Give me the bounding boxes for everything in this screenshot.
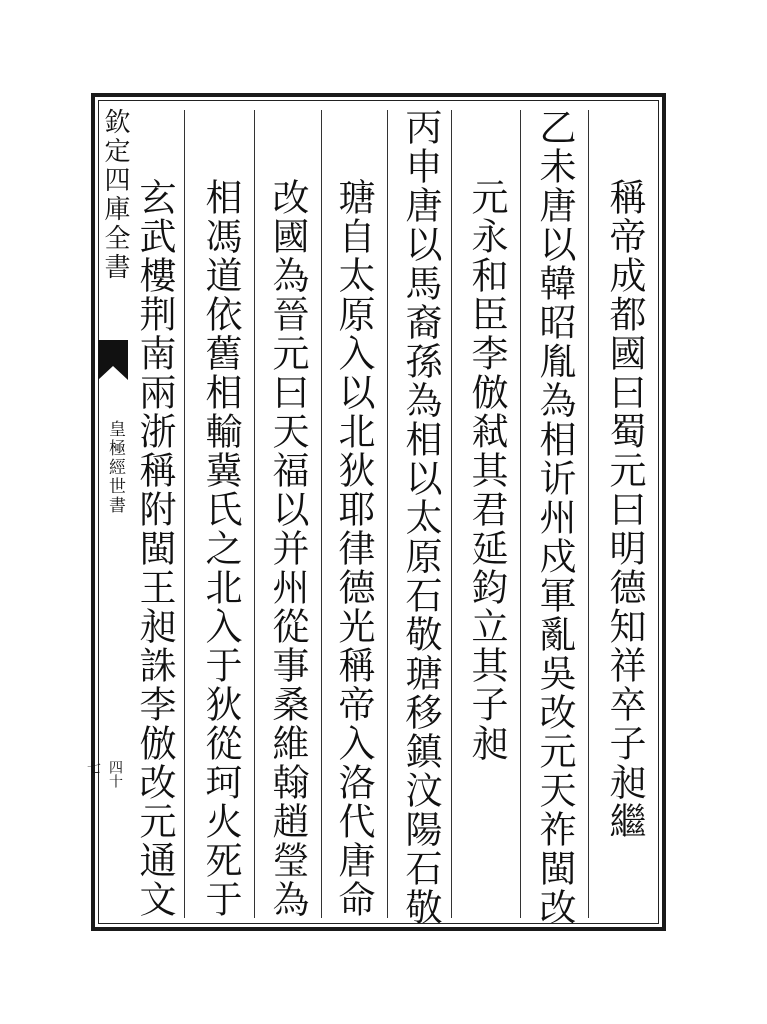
text-column-7: 相馮道依舊相輸冀氏之北入于狄從珂火死于 bbox=[199, 178, 242, 919]
column-divider bbox=[520, 110, 521, 918]
column-divider bbox=[184, 110, 185, 918]
column-divider bbox=[254, 110, 255, 918]
text-column-4: 丙申唐以馬裔孫為相以太原石敬瑭移鎮汶陽石敬 bbox=[399, 108, 442, 927]
text-column-1: 稱帝成都國曰蜀元曰明德知祥卒子昶繼 bbox=[603, 178, 646, 841]
column-divider bbox=[321, 110, 322, 918]
text-column-5: 瑭自太原入以北狄耶律德光稱帝入洛代唐命 bbox=[332, 178, 375, 919]
column-divider bbox=[387, 110, 388, 918]
column-divider bbox=[588, 110, 589, 918]
collection-title: 欽定四庫全書 bbox=[100, 108, 130, 282]
text-column-3: 元永和臣李倣弒其君延鈞立其子昶 bbox=[465, 178, 508, 763]
text-column-8: 玄武樓荆南兩浙稱附閩王昶誅李倣改元通文 bbox=[133, 178, 176, 919]
text-column-6: 改國為晉元曰天福以并州從事桑維翰趙瑩為 bbox=[266, 178, 309, 919]
book-title: 皇極經世書 bbox=[105, 420, 125, 515]
page-number: 四十七 bbox=[85, 760, 123, 788]
text-column-2: 乙未唐以韓昭胤為相䜣州戍軍亂吳改元天祚閩改 bbox=[533, 108, 576, 927]
column-divider bbox=[451, 110, 452, 918]
